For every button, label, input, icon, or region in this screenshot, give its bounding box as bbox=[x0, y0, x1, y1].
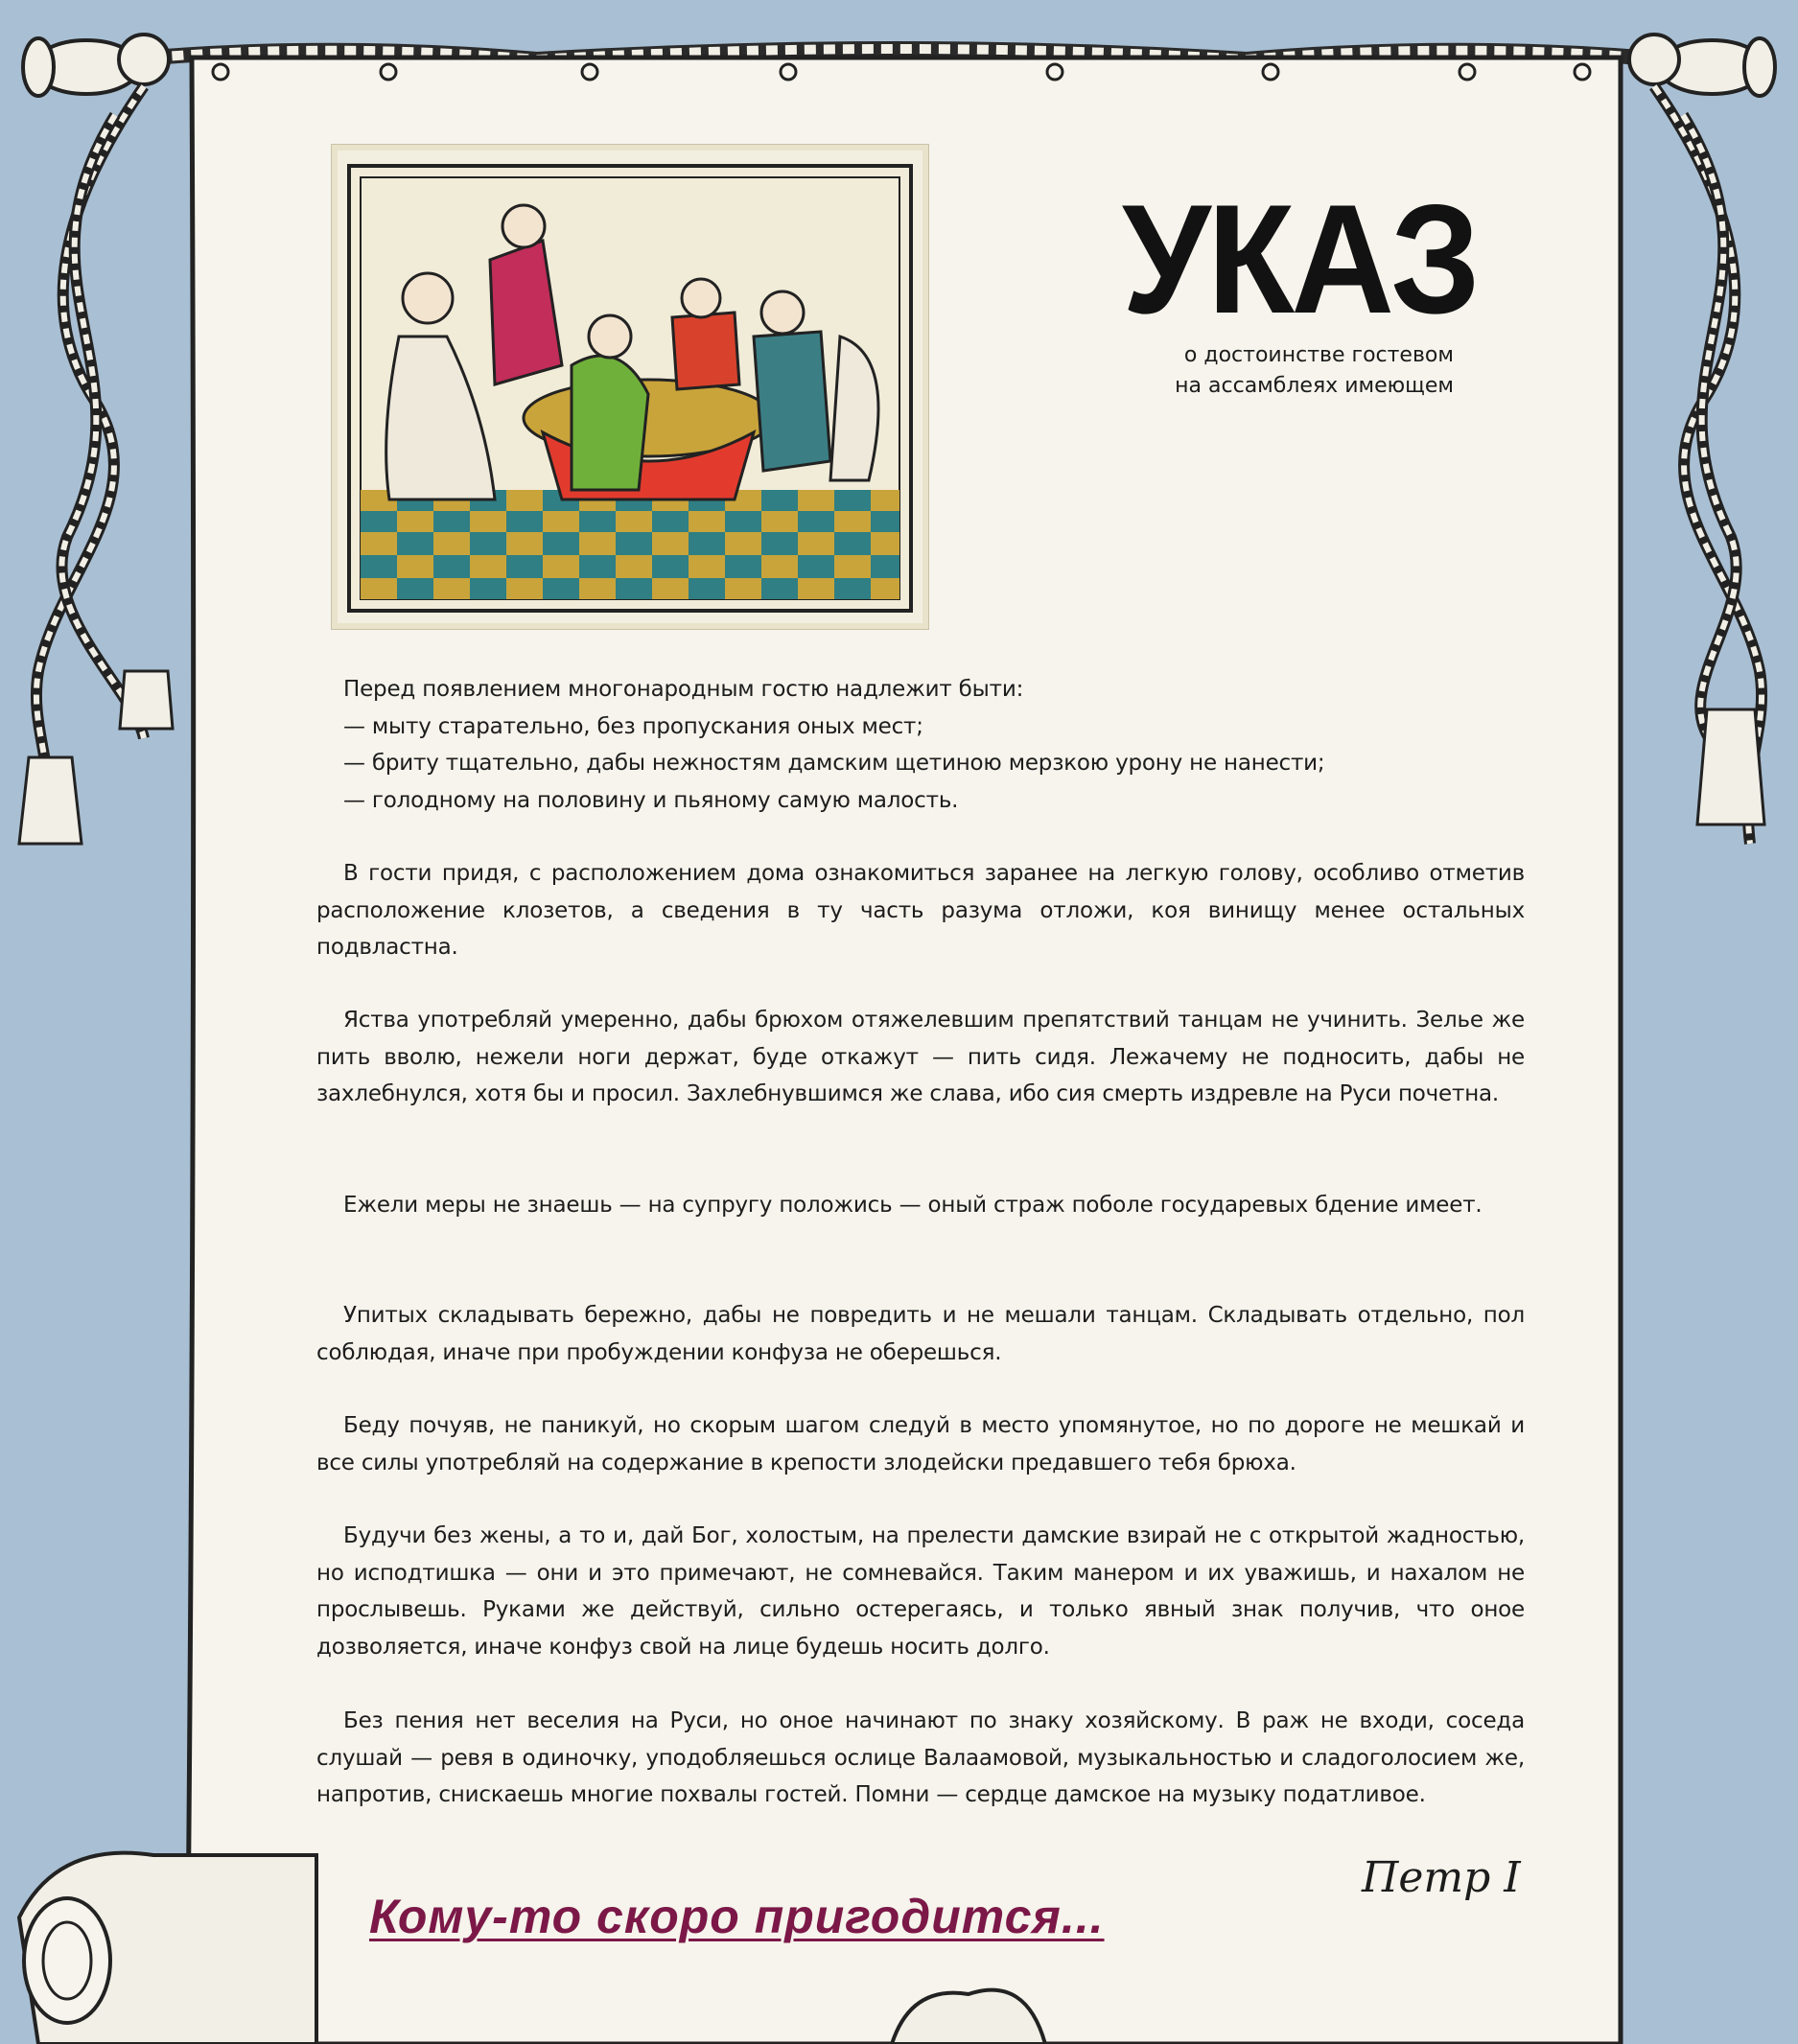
assembly-woodcut-icon bbox=[332, 145, 928, 629]
paragraph-text: Будучи без жены, а то и, дай Бог, холостым, на прелести дамские взирай не с открытой жадностью, но исподтишка — они и это примечают, не сомневайся. Таким манером и их уважишь, и нахалом не прослывешь. Руками же действуй, сильно остерегаясь, и только явный знак получив, что оное дозволяется, иначе конфуз свой на лице будешь носить долго. bbox=[316, 1523, 1525, 1660]
paragraph-text: Беду почуяв, не паникуй, но скорым шагом следуй в место упомянутое, но по дороге не мешкай и все силы употребляй на содержание в крепости злодейски предавшего тебя брюха. bbox=[316, 1413, 1525, 1475]
signature: Петр I bbox=[1362, 1853, 1521, 1902]
list-item: — голодному на половину и пьяному самую малость. bbox=[343, 787, 959, 813]
subtitle-line-2: на ассамблеях имеющем bbox=[1175, 374, 1454, 398]
page-title: УКАЗ bbox=[1122, 173, 1477, 346]
subtitle-line-1: о достоинстве гостевом bbox=[1183, 343, 1454, 367]
list-item: — мыту старательно, без пропускания оных мест; bbox=[343, 713, 923, 739]
intro-block bbox=[316, 671, 1525, 819]
paragraph-text: Ежели меры не знаешь — на супругу положись — оный страж поболе государевых бдение имеет. bbox=[343, 1193, 1483, 1218]
list-item: — бриту тщательно, дабы нежностям дамским щетиною мерзкою урону не нанести; bbox=[343, 751, 1325, 776]
paragraph-text: Без пения нет веселия на Руси, но оное начинают по знаку хозяйскому. В раж не входи, соседа слушай — ревя в одиночку, уподобляешься ослице Валаамовой, музыкальностью и сладоголосием же, напротив, снискаешь многие похвалы гостей. Помни — сердце дамское на музыку податливое. bbox=[316, 1708, 1525, 1807]
assembly-illustration bbox=[331, 144, 929, 630]
paragraph-text: Упитых складывать бережно, дабы не повредить и не мешали танцам. Складывать отдельно, пол соблюдая, иначе при пробуждении конфуза не оберешься. bbox=[316, 1303, 1525, 1365]
paragraph bbox=[316, 855, 1525, 966]
paragraph bbox=[316, 1187, 1525, 1224]
paragraph bbox=[316, 1703, 1525, 1814]
paragraph-text: В гости придя, с расположением дома ознакомиться заранее на легкую голову, особливо отметив расположение клозетов, а сведения в ту часть разума отложи, коя винищу менее остальных подвластна. bbox=[316, 861, 1525, 960]
intro-line: Перед появлением многонародным гостю надлежит быти: bbox=[343, 677, 1024, 702]
footer-note: Кому-то скоро пригодится... bbox=[369, 1890, 1105, 1943]
paragraph bbox=[316, 1297, 1525, 1371]
paragraph-text: Яства употребляй умеренно, дабы брюхом отяжелевшим препятствий танцам не учинить. Зелье же пить вволю, нежели ноги держат, буде откажут — пить сидя. Лежачему не подносить, дабы не захлебнулся, хотя бы и просил. Захлебнувшимся же слава, ибо сия смерть издревле на Руси почетна. bbox=[316, 1008, 1525, 1106]
page-subtitle bbox=[1074, 340, 1454, 402]
right-tassel-icon bbox=[1697, 709, 1764, 825]
paragraph bbox=[316, 1002, 1525, 1113]
paragraph bbox=[316, 1407, 1525, 1481]
paragraph bbox=[316, 1518, 1525, 1665]
